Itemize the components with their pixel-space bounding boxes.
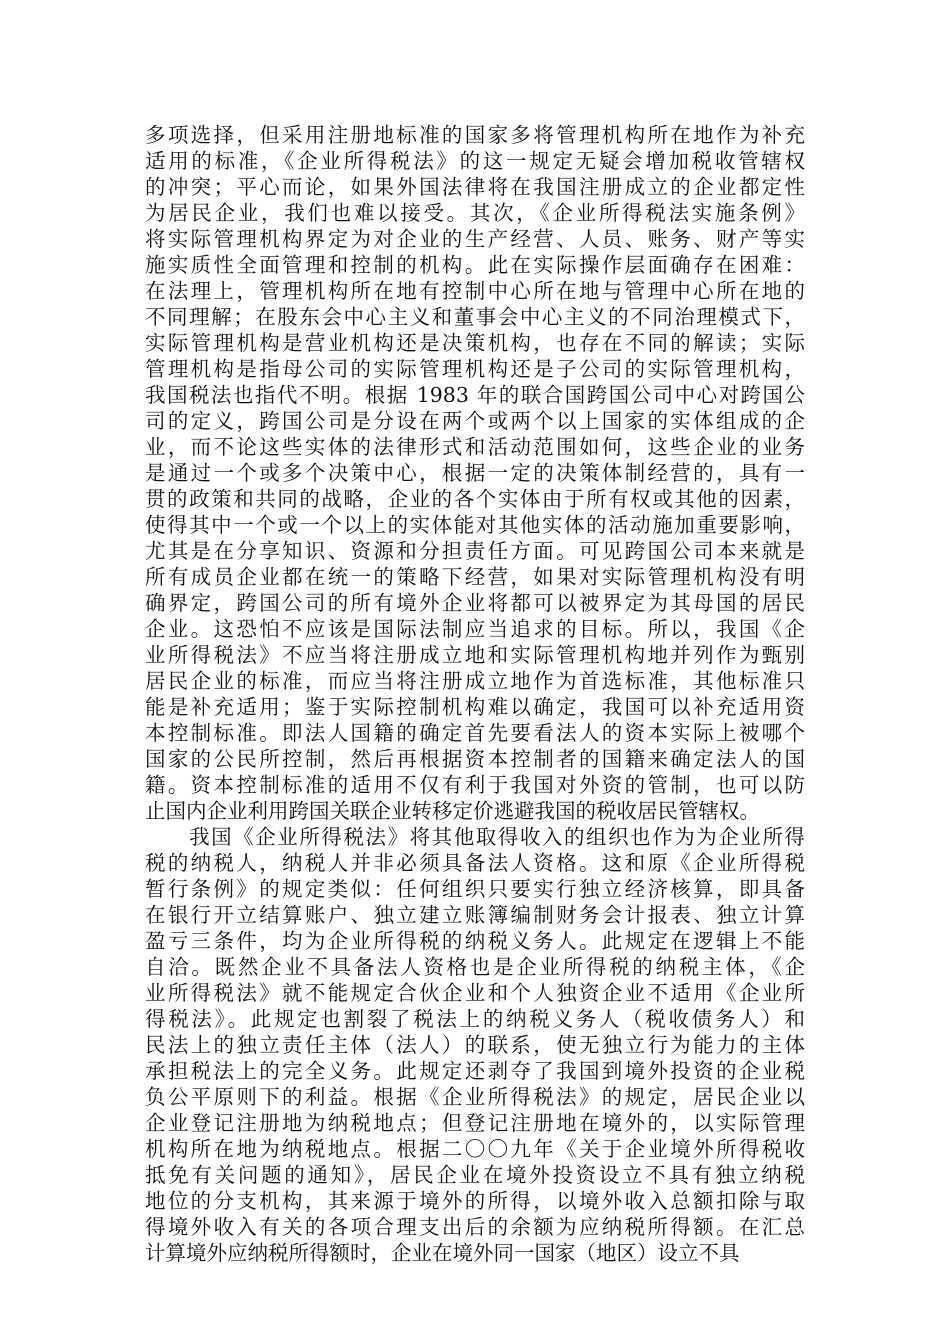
- text-line: 我国《企业所得税法》将其他取得收入的组织也作为为企业所得: [145, 825, 805, 849]
- text-line: 是通过一个或多个决策中心，根据一定的决策体制经营的，具有一: [145, 461, 805, 485]
- text-line: 国家的公民所控制，然后再根据资本控制者的国籍来确定法人的国: [145, 747, 805, 771]
- text-line: 企业。这恐怕不应该是国际法制应当追求的目标。所以，我国《企: [145, 617, 805, 641]
- text-line: 管理机构是指母公司的实际管理机构还是子公司的实际管理机构，: [145, 357, 805, 381]
- text-line: 地位的分支机构，其来源于境外的所得，以境外收入总额扣除与取: [145, 1189, 805, 1213]
- text-line: 企业登记注册地为纳税地点；但登记注册地在境外的，以实际管理: [145, 1111, 805, 1135]
- text-line: 业，而不论这些实体的法律形式和活动范围如何，这些企业的业务: [145, 435, 805, 459]
- text-line: 适用的标准，《企业所得税法》的这一规定无疑会增加税收管辖权: [145, 149, 805, 173]
- text-line: 机构所在地为纳税地点。根据二〇〇九年《关于企业境外所得税收: [145, 1137, 805, 1161]
- text-line: 多项选择，但采用注册地标准的国家多将管理机构所在地作为补充: [145, 123, 805, 147]
- text-line: 盈亏三条件，均为企业所得税的纳税义务人。此规定在逻辑上不能: [145, 929, 805, 953]
- text-line: 籍。资本控制标准的适用不仅有利于我国对外资的管制，也可以防: [145, 773, 805, 797]
- text-line: 不同理解；在股东会中心主义和董事会中心主义的不同治理模式下，: [145, 305, 805, 329]
- text-line: 得税法》。此规定也割裂了税法上的纳税义务人（税收债务人）和: [145, 1007, 805, 1031]
- text-line: 自洽。既然企业不具备法人资格也是企业所得税的纳税主体，《企: [145, 955, 805, 979]
- text-line: 使得其中一个或一个以上的实体能对其他实体的活动施加重要影响，: [145, 513, 805, 537]
- text-line: 在法理上，管理机构所在地有控制中心所在地与管理中心所在地的: [145, 279, 805, 303]
- document-page: [145, 122, 805, 1266]
- text-line: 确界定，跨国公司的所有境外企业将都可以被界定为其母国的居民: [145, 591, 805, 615]
- paragraph-2: [145, 824, 805, 1266]
- text-line: 本控制标准。即法人国籍的确定首先要看法人的资本实际上被哪个: [145, 721, 805, 745]
- text-line: 业所得税法》就不能规定合伙企业和个人独资企业不适用《企业所: [145, 981, 805, 1005]
- text-line: 所有成员企业都在统一的策略下经营，如果对实际管理机构没有明: [145, 565, 805, 589]
- text-line: 的冲突；平心而论，如果外国法律将在我国注册成立的企业都定性: [145, 175, 805, 199]
- paragraph-1: [145, 122, 805, 824]
- text-line: 在银行开立结算账户、独立建立账簿编制财务会计报表、独立计算: [145, 903, 805, 927]
- text-line: 能是补充适用；鉴于实际控制机构难以确定，我国可以补充适用资: [145, 695, 805, 719]
- text-line: 业所得税法》不应当将注册成立地和实际管理机构地并列作为甄别: [145, 643, 805, 667]
- text-line: 抵免有关问题的通知》，居民企业在境外投资设立不具有独立纳税: [145, 1163, 805, 1187]
- text-line: 为居民企业，我们也难以接受。其次，《企业所得税法实施条例》: [145, 201, 805, 225]
- text-line: 承担税法上的完全义务。此规定还剥夺了我国到境外投资的企业税: [145, 1059, 805, 1083]
- text-line: 我国税法也指代不明。根据 1983 年的联合国跨国公司中心对跨国公: [145, 383, 805, 407]
- text-line: 实际管理机构是营业机构还是决策机构，也存在不同的解读；实际: [145, 331, 805, 355]
- text-line: 将实际管理机构界定为对企业的生产经营、人员、账务、财产等实: [145, 227, 805, 251]
- text-line: 施实质性全面管理和控制的机构。此在实际操作层面确存在困难：: [145, 253, 805, 277]
- text-line: 尤其是在分享知识、资源和分担责任方面。可见跨国公司本来就是: [145, 539, 805, 563]
- text-line: 司的定义，跨国公司是分设在两个或两个以上国家的实体组成的企: [145, 409, 805, 433]
- text-line: 负公平原则下的利益。根据《企业所得税法》的规定，居民企业以: [145, 1085, 805, 1109]
- text-line: 暂行条例》的规定类似：任何组织只要实行独立经济核算，即具备: [145, 877, 805, 901]
- text-line: 居民企业的标准，而应当将注册成立地作为首选标准，其他标准只: [145, 669, 805, 693]
- text-line: 得境外收入有关的各项合理支出后的余额为应纳税所得额。在汇总: [145, 1215, 805, 1239]
- text-line: 民法上的独立责任主体（法人）的联系，使无独立行为能力的主体: [145, 1033, 805, 1057]
- text-line: 贯的政策和共同的战略，企业的各个实体由于所有权或其他的因素，: [145, 487, 805, 511]
- text-line: 止国内企业利用跨国关联企业转移定价逃避我国的税收居民管辖权。: [145, 799, 760, 823]
- text-line: 税的纳税人，纳税人并非必须具备法人资格。这和原《企业所得税: [145, 851, 805, 875]
- text-line: 计算境外应纳税所得额时，企业在境外同一国家（地区）设立不具: [145, 1241, 740, 1265]
